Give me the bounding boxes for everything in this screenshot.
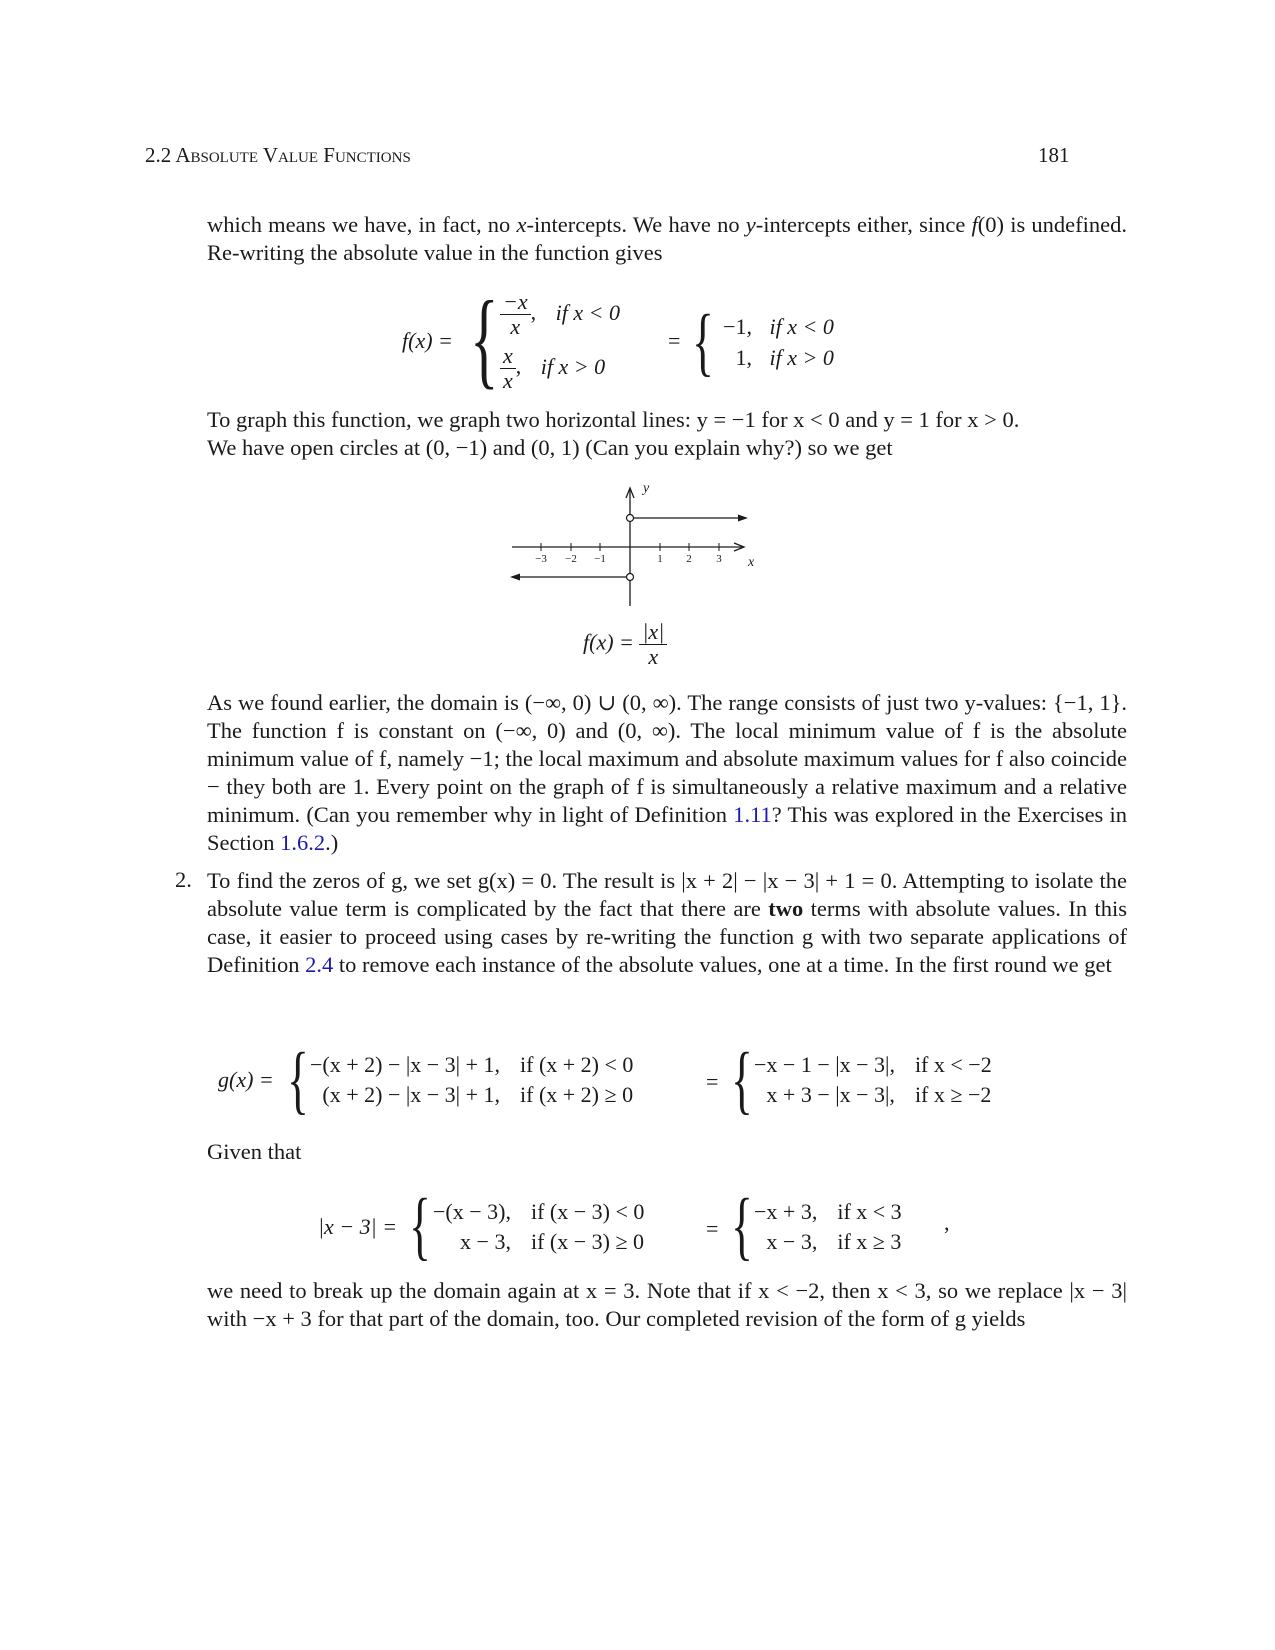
y-axis-label: y <box>643 481 650 496</box>
tick-label-1: 1 <box>657 553 663 565</box>
eq2-right-row1 <box>744 1050 1002 1080</box>
tick-label-neg1: −1 <box>594 553 606 565</box>
caption-den: x <box>648 644 659 669</box>
page-number: 181 <box>1038 143 1070 167</box>
tick-label-neg2: −2 <box>565 553 577 565</box>
section-link-1-6-2[interactable]: 1.6.2 <box>280 830 326 855</box>
p1-var-x: x <box>516 212 527 237</box>
eq1-case2-cond: if x > 0 <box>540 353 606 379</box>
eq2-lhs: g(x) = <box>218 1067 274 1092</box>
eq2-right-row2 <box>744 1080 1002 1110</box>
eq2-right-cases <box>744 1050 1002 1110</box>
eq1-case1: $\frac{-x}{x}$ , if x < 0 <box>500 290 620 339</box>
eq1-right-r1 <box>712 314 834 340</box>
caption-frac <box>639 620 667 669</box>
p1-text-d: (0) is undefined. Re-writing the absolute value in the function gives <box>207 212 1127 265</box>
eq2-l1-cond: if (x + 2) < 0 <box>520 1052 634 1077</box>
eq1-r1-cond: if x < 0 <box>769 314 834 339</box>
eq2-l2-cond: if (x + 2) ≥ 0 <box>520 1082 634 1107</box>
eq3-right-row1 <box>744 1197 912 1227</box>
p3-text2: ? This was explored in the Exercises in Section <box>207 802 1127 855</box>
eq3-r2-expr: x − 3, <box>766 1229 818 1254</box>
eq3-r2-cond: if x ≥ 3 <box>837 1229 902 1254</box>
p1-f: f <box>971 212 978 237</box>
p1-text-c: -intercepts either, since <box>755 212 972 237</box>
eq1-case1-num: −x <box>500 290 531 315</box>
eq3-equals: = <box>706 1216 719 1241</box>
eq1-right-brace: { <box>692 300 714 384</box>
eq1-lhs: f(x) = <box>402 328 453 353</box>
paragraph-4: we need to break up the domain again at x = 3. Note that if x < −2, then x < 3, so we replace |x − 3| with −x + 3 for that part of the domain, too. Our completed revision of the form of g yields <box>207 1278 1127 1331</box>
tick-label-neg3: −3 <box>535 553 547 565</box>
item2-text-c: to remove each instance of the absolute values, one at a time. In the first round we get <box>333 952 1112 977</box>
line-y-pos1-arrow <box>738 515 748 522</box>
eq2-left-brace: { <box>287 1038 309 1122</box>
section-header <box>145 143 411 168</box>
eq2-l1-expr: −(x + 2) − |x − 3| + 1, <box>310 1052 500 1077</box>
definition-link-2-4[interactable]: 2.4 <box>305 952 334 977</box>
p2-line2: We have open circles at (0, −1) and (0, 1) (Can you explain why?) so we get <box>207 435 893 460</box>
eq1-r1-val: −1, <box>723 314 752 339</box>
eq3-left-row1 <box>423 1197 654 1227</box>
paragraph-2 <box>207 406 1127 462</box>
eq2-r1-expr: −x − 1 − |x − 3|, <box>754 1052 895 1077</box>
paragraph-item2 <box>207 867 1127 979</box>
section-title: 2.2 Absolute Value Functions <box>145 143 411 167</box>
eq1-equals: = <box>668 328 681 353</box>
item2-text-a: To find the zeros of g, we set g(x) = 0. The result is |x + 2| − |x − 3| + 1 = 0. Attempting to isolate the absolute value term is complicated by the fact that there are <box>207 868 1127 921</box>
eq2-right-brace: { <box>731 1038 753 1122</box>
graph-f <box>500 478 780 618</box>
eq1-case1-cond: if x < 0 <box>555 299 620 325</box>
eq2-left-row2 <box>300 1080 643 1110</box>
eq2-equals: = <box>706 1069 719 1094</box>
eq3-right-row2 <box>744 1227 912 1257</box>
open-circle-0-1 <box>627 515 634 522</box>
caption-lhs: f(x) = <box>583 629 634 655</box>
p3-text: As we found earlier, the domain is (−∞, 0) ∪ (0, ∞). The range consists of just two y-values: {−1, 1}. The function f is constant on (−∞, 0) and (0, ∞). The local minimum value of f is the absolute minimum value of f, namely −1; the local maximum and absolute maximum values for f also coincide − they both are 1. Every point on the graph of f is simultaneously a relative maximum and a relative minimum. (Can you remember why in light of Definition <box>207 690 1127 827</box>
eq2-r2-expr: x + 3 − |x − 3|, <box>766 1082 895 1107</box>
eq3-trailing-comma: , <box>944 1210 950 1235</box>
given-that: Given that <box>207 1139 302 1164</box>
eq3-l1-expr: −(x − 3), <box>433 1199 511 1224</box>
eq1-case2-den: x <box>503 368 513 393</box>
eq1-right-r2 <box>712 345 834 371</box>
eq3-right-brace: { <box>731 1184 753 1268</box>
p1-text-a: which means we have, in fact, no <box>207 212 517 237</box>
p1-var-y: y <box>745 212 756 237</box>
eq1-case2-num: x <box>500 344 516 369</box>
caption-num: |x| <box>639 620 667 645</box>
eq1-case2: $\frac{x}{x}$ , if x > 0 <box>500 344 605 393</box>
p1-text-b: -intercepts. We have no <box>526 212 746 237</box>
eq1-case1-den: x <box>510 314 521 339</box>
eq3-left-cases <box>423 1197 654 1257</box>
p3-text3: .) <box>325 830 339 855</box>
eq3-l2-cond: if (x − 3) ≥ 0 <box>530 1229 645 1254</box>
eq1-case1-frac <box>500 290 531 339</box>
graph-caption <box>583 620 667 669</box>
eq1-r2-val: 1, <box>735 345 752 370</box>
eq3-r1-expr: −x + 3, <box>754 1199 818 1224</box>
eq2-r2-cond: if x ≥ −2 <box>914 1082 992 1107</box>
line-y-neg1-arrow <box>510 574 520 581</box>
definition-link-1-11[interactable]: 1.11 <box>733 802 772 827</box>
eq2-r1-cond: if x < −2 <box>914 1052 992 1077</box>
eq3-r1-cond: if x < 3 <box>837 1199 902 1224</box>
eq1-case2-frac <box>500 344 516 393</box>
p2-line1: To graph this function, we graph two horizontal lines: y = −1 for x < 0 and y = 1 for x > 0. <box>207 407 1020 432</box>
eq3-l2-expr: x − 3, <box>460 1229 511 1254</box>
item2-bold: two <box>768 896 804 921</box>
tick-label-3: 3 <box>716 553 722 565</box>
open-circle-0-neg1 <box>627 574 634 581</box>
eq3-l1-cond: if (x − 3) < 0 <box>530 1199 645 1224</box>
paragraph-3 <box>207 689 1127 857</box>
eq1-left-brace: { <box>470 280 499 399</box>
eq2-left-cases <box>300 1050 643 1110</box>
eq2-l2-expr: (x + 2) − |x − 3| + 1, <box>322 1082 500 1107</box>
item2-text-b: terms with absolute values. In this case, it easier to proceed using cases by re-writing the function g with two separate applications of Definition <box>207 896 1127 977</box>
eq3-lhs: |x − 3| = <box>318 1214 398 1239</box>
paragraph-1 <box>207 211 1127 267</box>
x-axis-label: x <box>748 555 755 570</box>
eq3-left-brace: { <box>409 1184 431 1268</box>
eq3-right-cases <box>744 1197 912 1257</box>
eq3-left-row2 <box>423 1227 654 1257</box>
tick-label-2: 2 <box>686 553 692 565</box>
eq1-r2-cond: if x > 0 <box>769 345 834 370</box>
eq2-left-row1 <box>300 1050 643 1080</box>
item-number: 2. <box>175 867 192 892</box>
